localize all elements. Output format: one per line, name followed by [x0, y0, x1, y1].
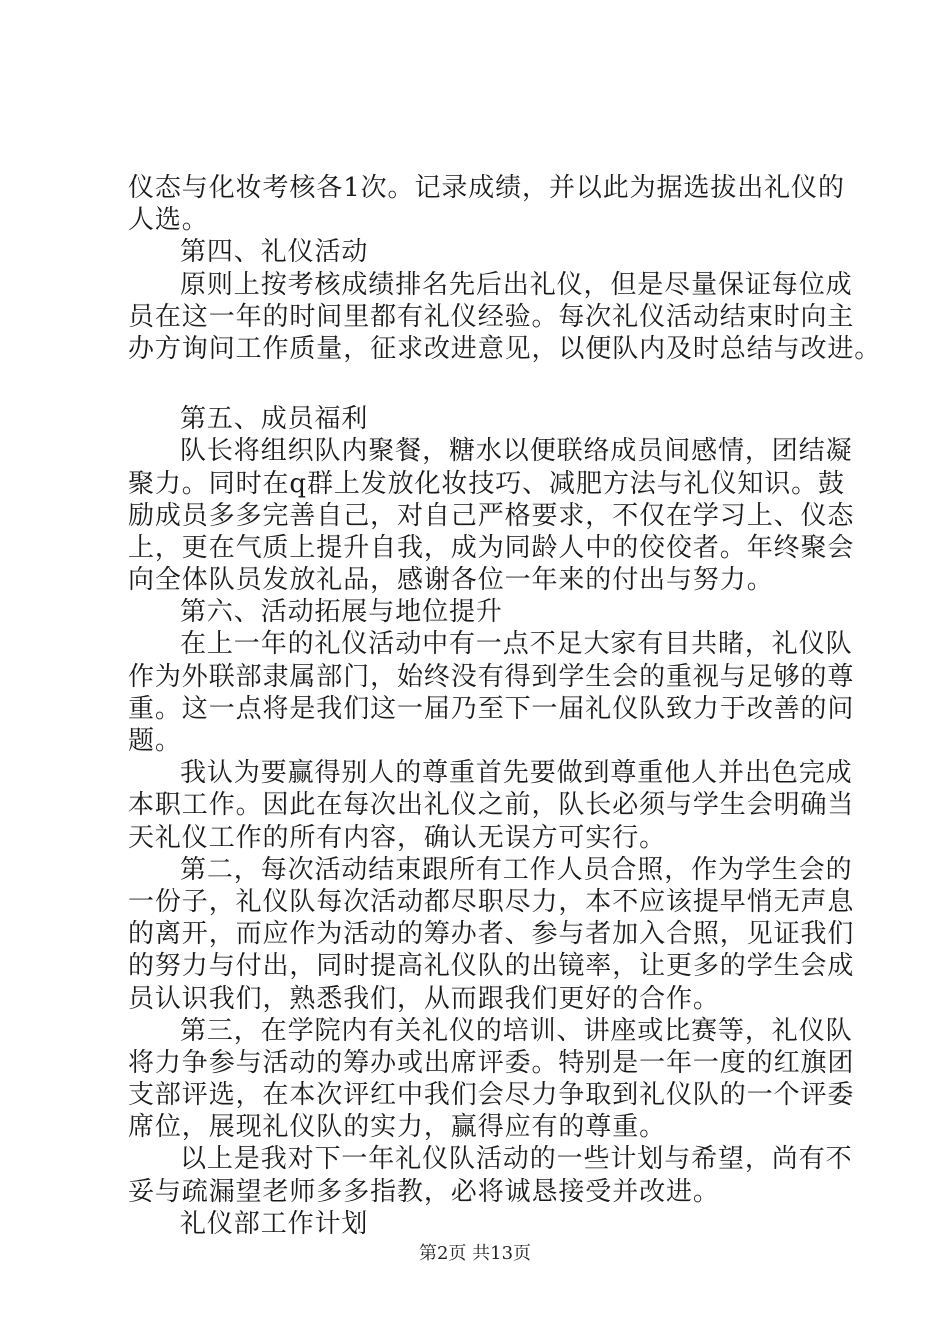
text-line: 将力争参与活动的筹办或出席评委。特别是一年一度的红旗团	[128, 1047, 855, 1078]
text-line: 办方询问工作质量，征求改进意见，以便队内及时总结与改进。	[128, 333, 882, 364]
text-line: 向全体队员发放礼品，感谢各位一年来的付出与努力。	[128, 565, 774, 596]
text-line: 在上一年的礼仪活动中有一点不足大家有目共睹，礼仪队	[180, 629, 853, 660]
section-heading	[128, 1208, 834, 1240]
text-line: 一份子，礼仪队每次活动都尽职尽力，本不应该提早悄无声息	[128, 886, 855, 917]
text-line: 席位，展现礼仪队的实力，赢得应有的尊重。	[128, 1112, 667, 1143]
paragraph-gap	[128, 365, 834, 403]
paragraph	[128, 1143, 853, 1207]
text-line: 聚力。同时在q群上发放化妆技巧、减肥方法与礼仪知识。鼓	[128, 468, 845, 499]
text-line: 天礼仪工作的所有内容，确认无误方可实行。	[128, 822, 667, 853]
text-line: 我认为要赢得别人的尊重首先要做到尊重他人并出色完成	[180, 758, 853, 789]
page-footer: 第2页 共13页	[418, 1243, 532, 1264]
text-line: 的努力与付出，同时提高礼仪队的出镜率，让更多的学生会成	[128, 951, 855, 982]
document-body	[128, 172, 882, 1240]
paragraph	[128, 854, 855, 1015]
text-line: 本职工作。因此在每次出礼仪之前，队长必须与学生会明确当	[128, 790, 855, 821]
text-line: 支部评选，在本次评红中我们会尽力争取到礼仪队的一个评委	[128, 1080, 855, 1111]
text-line: 队长将组织队内聚餐，糖水以便联络成员间感情，团结凝	[180, 436, 853, 467]
text-line: 仪态与化妆考核各1次。记录成绩，并以此为据选拔出礼仪的	[128, 173, 845, 203]
heading-line: 第四、礼仪活动	[180, 237, 369, 268]
paragraph	[128, 1015, 855, 1144]
heading-line: 第六、活动拓展与地位提升	[180, 597, 503, 628]
section-heading	[128, 596, 834, 628]
text-line: 妥与疏漏望老师多多指教，必将诚恳接受并改进。	[128, 1176, 720, 1207]
paragraph	[128, 435, 855, 596]
text-line: 励成员多多完善自己，对自己严格要求，不仅在学习上、仪态	[128, 500, 855, 531]
paragraph	[128, 269, 882, 366]
section-heading	[128, 236, 834, 268]
text-line: 第三，在学院内有关礼仪的培训、讲座或比赛等，礼仪队	[180, 1015, 853, 1046]
text-line: 作为外联部隶属部门，始终没有得到学生会的重视与足够的尊	[128, 661, 855, 692]
text-line: 人选。	[128, 205, 209, 236]
text-line: 上，更在气质上提升自我，成为同龄人中的佼佼者。年终聚会	[128, 532, 855, 563]
text-line: 第二，每次活动结束跟所有工作人员合照，作为学生会的	[180, 854, 853, 885]
heading-line: 礼仪部工作计划	[180, 1208, 369, 1239]
text-line: 的离开，而应作为活动的筹办者、参与者加入合照，见证我们	[128, 919, 855, 950]
text-line: 员认识我们，熟悉我们，从而跟我们更好的合作。	[128, 983, 720, 1014]
paragraph	[128, 628, 855, 757]
text-line: 题。	[128, 726, 182, 756]
text-line: 重。这一点将是我们这一届乃至下一届礼仪队致力于改善的问	[128, 693, 855, 724]
text-line: 员在这一年的时间里都有礼仪经验。每次礼仪活动结束时向主	[128, 301, 855, 332]
heading-line: 第五、成员福利	[180, 404, 369, 435]
text-line: 以上是我对下一年礼仪队活动的一些计划与希望，尚有不	[180, 1144, 853, 1175]
section-heading	[128, 403, 834, 435]
paragraph	[128, 172, 845, 236]
text-line: 原则上按考核成绩排名先后出礼仪，但是尽量保证每位成	[180, 269, 853, 300]
paragraph	[128, 757, 855, 854]
